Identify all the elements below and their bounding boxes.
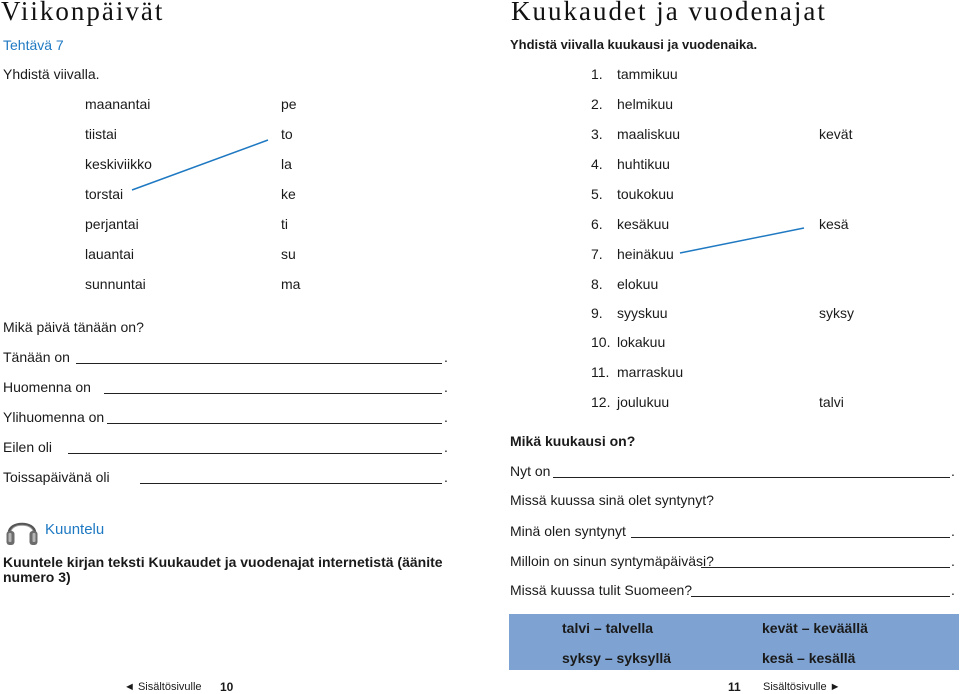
month-number: 10. bbox=[591, 334, 611, 350]
abbr-item: la bbox=[281, 156, 292, 172]
month-number: 2. bbox=[591, 96, 603, 112]
month-name: marraskuu bbox=[617, 364, 684, 380]
month-name: joulukuu bbox=[617, 394, 670, 410]
season-item: kesä bbox=[819, 216, 849, 232]
sentence-period: . bbox=[444, 379, 448, 395]
month-number: 1. bbox=[591, 66, 603, 82]
season-base: kesä bbox=[762, 650, 794, 666]
month-number: 4. bbox=[591, 156, 603, 172]
sentence-label: Huomenna on bbox=[3, 379, 91, 395]
season-form: syksyllä bbox=[616, 650, 672, 666]
day-item: perjantai bbox=[85, 216, 139, 232]
sentence-label: Tänään on bbox=[3, 349, 70, 365]
answer-line[interactable] bbox=[76, 363, 442, 364]
answer-line[interactable] bbox=[68, 453, 442, 454]
month-number: 12. bbox=[591, 394, 611, 410]
day-item: lauantai bbox=[85, 246, 135, 262]
sentence-period: . bbox=[444, 439, 448, 455]
left-question: Mikä päivä tänään on? bbox=[3, 319, 144, 335]
contents-link-right[interactable]: Sisältösivulle ► bbox=[763, 681, 841, 693]
season-form-item bbox=[762, 620, 868, 636]
answer-line[interactable] bbox=[701, 567, 950, 568]
dash: – bbox=[593, 620, 602, 636]
page-number-left: 10 bbox=[220, 680, 234, 694]
season-item: talvi bbox=[819, 394, 844, 410]
month-number: 7. bbox=[591, 246, 603, 262]
month-number: 11. bbox=[591, 364, 610, 380]
sentence-period: . bbox=[951, 553, 955, 569]
abbr-item: ke bbox=[281, 186, 296, 202]
dash: – bbox=[604, 650, 613, 666]
month-name: maaliskuu bbox=[617, 126, 681, 142]
month-name: syyskuu bbox=[617, 305, 668, 321]
left-instruction: Yhdistä viivalla. bbox=[3, 66, 100, 82]
right-question: Mikä kuukausi on? bbox=[510, 433, 636, 449]
season-form-item bbox=[562, 650, 671, 666]
season-base: syksy bbox=[562, 650, 601, 666]
season-form: talvella bbox=[605, 620, 654, 636]
day-item: sunnuntai bbox=[85, 276, 146, 292]
answer-line[interactable] bbox=[140, 483, 442, 484]
day-item: maanantai bbox=[85, 96, 151, 112]
season-item: syksy bbox=[819, 305, 854, 321]
answer-line[interactable] bbox=[107, 423, 442, 424]
q-where-born: Missä kuussa sinä olet syntynyt? bbox=[510, 492, 714, 508]
month-name: huhtikuu bbox=[617, 156, 670, 172]
month-name: heinäkuu bbox=[617, 246, 674, 262]
month-name: lokakuu bbox=[617, 334, 666, 350]
sentence-period: . bbox=[951, 523, 955, 539]
abbr-item: ma bbox=[281, 276, 301, 292]
month-name: tammikuu bbox=[617, 66, 678, 82]
page-title-right: Kuukaudet ja vuodenajat bbox=[511, 0, 827, 26]
sentence-period: . bbox=[444, 349, 448, 365]
month-number: 8. bbox=[591, 276, 603, 292]
sentence-period: . bbox=[444, 409, 448, 425]
q-birthday-label: Milloin on sinun syntymäpäiväsi? bbox=[510, 553, 714, 569]
dash: – bbox=[797, 650, 805, 666]
page-number-right: 11 bbox=[728, 680, 741, 694]
dash: – bbox=[801, 620, 810, 636]
page-title-left: Viikonpäivät bbox=[1, 0, 165, 26]
month-name: elokuu bbox=[617, 276, 659, 292]
q-i-born-label: Minä olen syntynyt bbox=[510, 523, 626, 539]
back-to-contents-link[interactable]: ◄ Sisältösivulle bbox=[124, 681, 202, 693]
task-label: Tehtävä 7 bbox=[3, 37, 64, 53]
sentence-period: . bbox=[444, 469, 448, 485]
month-number: 3. bbox=[591, 126, 603, 142]
season-item: kevät bbox=[819, 126, 853, 142]
answer-line[interactable] bbox=[631, 537, 950, 538]
connector-line-torstai-to bbox=[132, 140, 268, 190]
abbr-item: su bbox=[281, 246, 296, 262]
sentence-label: Ylihuomenna on bbox=[3, 409, 105, 425]
season-form-item bbox=[562, 620, 653, 636]
right-instruction: Yhdistä viivalla kuukausi ja vuodenaika. bbox=[510, 37, 758, 52]
answer-line[interactable] bbox=[553, 477, 950, 478]
season-form: keväällä bbox=[813, 620, 868, 636]
month-number: 5. bbox=[591, 186, 603, 202]
listen-text-line2: numero 3) bbox=[3, 569, 71, 585]
sentence-period: . bbox=[951, 582, 955, 598]
month-name: kesäkuu bbox=[617, 216, 670, 232]
headphones-icon bbox=[4, 513, 40, 549]
day-item: keskiviikko bbox=[85, 156, 152, 172]
connector-line-heinakuu-kesa bbox=[680, 228, 804, 253]
listen-label: Kuuntelu bbox=[45, 521, 105, 538]
season-form-item bbox=[762, 650, 855, 666]
day-item: tiistai bbox=[85, 126, 117, 142]
season-base: kevät bbox=[762, 620, 798, 636]
sentence-label: Toissapäivänä oli bbox=[3, 469, 110, 485]
sentence-label: Eilen oli bbox=[3, 439, 53, 455]
q-came-finland-label: Missä kuussa tulit Suomeen? bbox=[510, 582, 693, 598]
answer-line[interactable] bbox=[104, 393, 442, 394]
month-name: toukokuu bbox=[617, 186, 674, 202]
month-number: 9. bbox=[591, 305, 603, 321]
month-name: helmikuu bbox=[617, 96, 674, 112]
abbr-item: to bbox=[281, 126, 293, 142]
abbr-item: pe bbox=[281, 96, 297, 112]
answer-line[interactable] bbox=[691, 596, 950, 597]
q-now-label: Nyt on bbox=[510, 463, 551, 479]
season-form: kesällä bbox=[808, 650, 856, 666]
listen-text-line1: Kuuntele kirjan teksti Kuukaudet ja vuodenajat internetistä (äänite bbox=[3, 554, 443, 570]
day-item: torstai bbox=[85, 186, 124, 202]
sentence-period: . bbox=[951, 463, 955, 479]
season-base: talvi bbox=[562, 620, 591, 636]
month-number: 6. bbox=[591, 216, 603, 232]
abbr-item: ti bbox=[281, 216, 288, 232]
